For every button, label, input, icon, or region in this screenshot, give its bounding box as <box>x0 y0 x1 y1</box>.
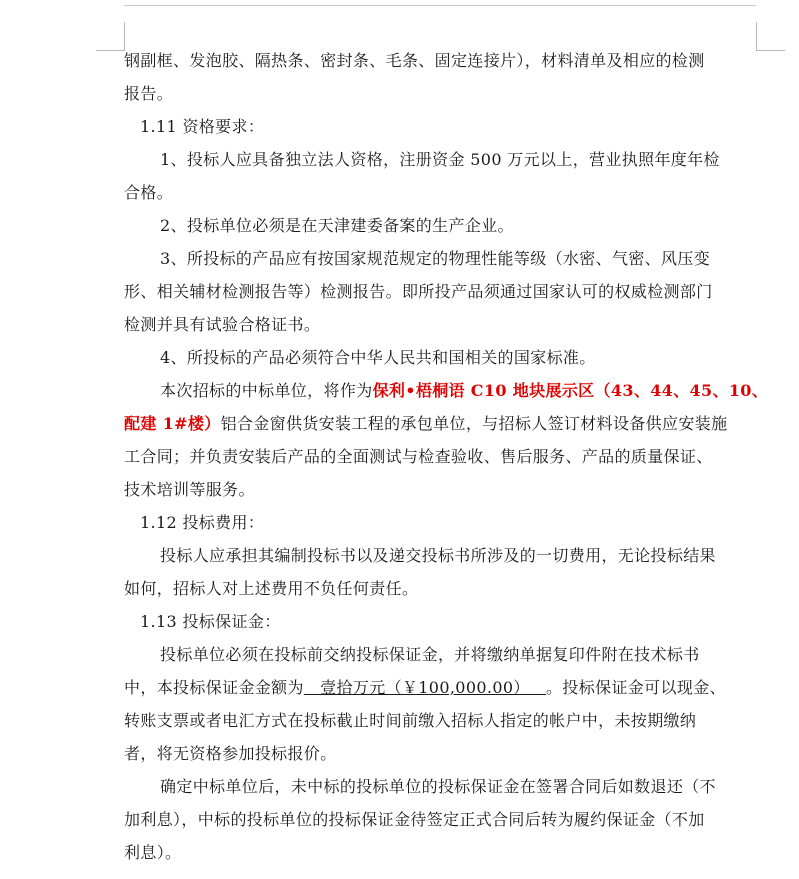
text-line: 形、相关辅材检测报告等）检测报告。即所投产品须通过国家认可的权威检测部门 <box>124 282 713 301</box>
text-line: 者，将无资格参加投标报价。 <box>124 744 337 763</box>
text-run: 铝合金窗供货安装工程的承包单位，与招标人签订材料设备供应安装施 <box>220 414 728 433</box>
text-line: 投标人应承担其编制投标书以及递交投标书所涉及的一切费用，无论投标结果 <box>160 546 716 565</box>
text-line: 利息）。 <box>124 843 182 862</box>
text-line <box>124 671 760 704</box>
text-line: 转账支票或者电汇方式在投标截止时间前缴入招标人指定的帐户中，未按期缴纳 <box>124 711 697 730</box>
text-line: 3、所投标的产品应有按国家规范规定的物理性能等级（水密、气密、风压变 <box>160 249 711 268</box>
text-run: 中，本投标保证金金额为 <box>124 678 304 697</box>
text-line: 检测并具有试验合格证书。 <box>124 315 321 334</box>
text-line: 工合同；并负责安装后产品的全面测试与检查验收、售后服务、产品的质量保证、 <box>124 447 713 466</box>
margin-corner-mark-left <box>96 22 125 51</box>
page-top-border <box>124 5 756 6</box>
text-line: 4、所投标的产品必须符合中华人民共和国相关的国家标准。 <box>160 348 596 367</box>
project-name-highlight: 保利•梧桐语 C10 地块展示区（43、44、45、10、 <box>372 381 769 400</box>
text-line: 确定中标单位后，未中标的投标单位的投标保证金在签署合同后如数退还（不 <box>160 777 716 796</box>
text-line: 如何，招标人对上述费用不负任何责任。 <box>124 579 419 598</box>
text-line: 技术培训等服务。 <box>124 480 255 499</box>
project-name-highlight: 配建 1#楼） <box>124 414 221 433</box>
text-line: 投标单位必须在投标前交纳投标保证金，并将缴纳单据复印件附在技术标书 <box>160 645 700 664</box>
text-line <box>124 374 769 407</box>
text-line: 2、投标单位必须是在天津建委备案的生产企业。 <box>160 216 514 235</box>
text-line: 报告。 <box>124 84 174 103</box>
section-heading-1-12: 1.12 投标费用： <box>140 513 265 532</box>
text-line: 合格。 <box>124 183 174 202</box>
text-line: 钢副框、发泡胶、隔热条、密封条、毛条、固定连接片），材料清单及相应的检测 <box>124 51 705 70</box>
text-line: 加利息），中标的投标单位的投标保证金待签定正式合同后转为履约保证金（不加 <box>124 810 705 829</box>
section-heading-1-11: 1.11 资格要求： <box>140 117 265 136</box>
deposit-amount: 壹拾万元（￥100,000.00） <box>303 678 547 697</box>
document-body <box>124 44 769 869</box>
text-run: 。投标保证金可以现金、 <box>546 678 726 697</box>
section-heading-1-13: 1.13 投标保证金： <box>140 612 281 631</box>
text-run: 本次招标的中标单位，将作为 <box>160 381 373 400</box>
text-line <box>124 407 760 440</box>
text-line: 1、投标人应具备独立法人资格，注册资金 500 万元以上，营业执照年度年检 <box>160 150 720 169</box>
margin-corner-mark-right <box>756 22 785 51</box>
